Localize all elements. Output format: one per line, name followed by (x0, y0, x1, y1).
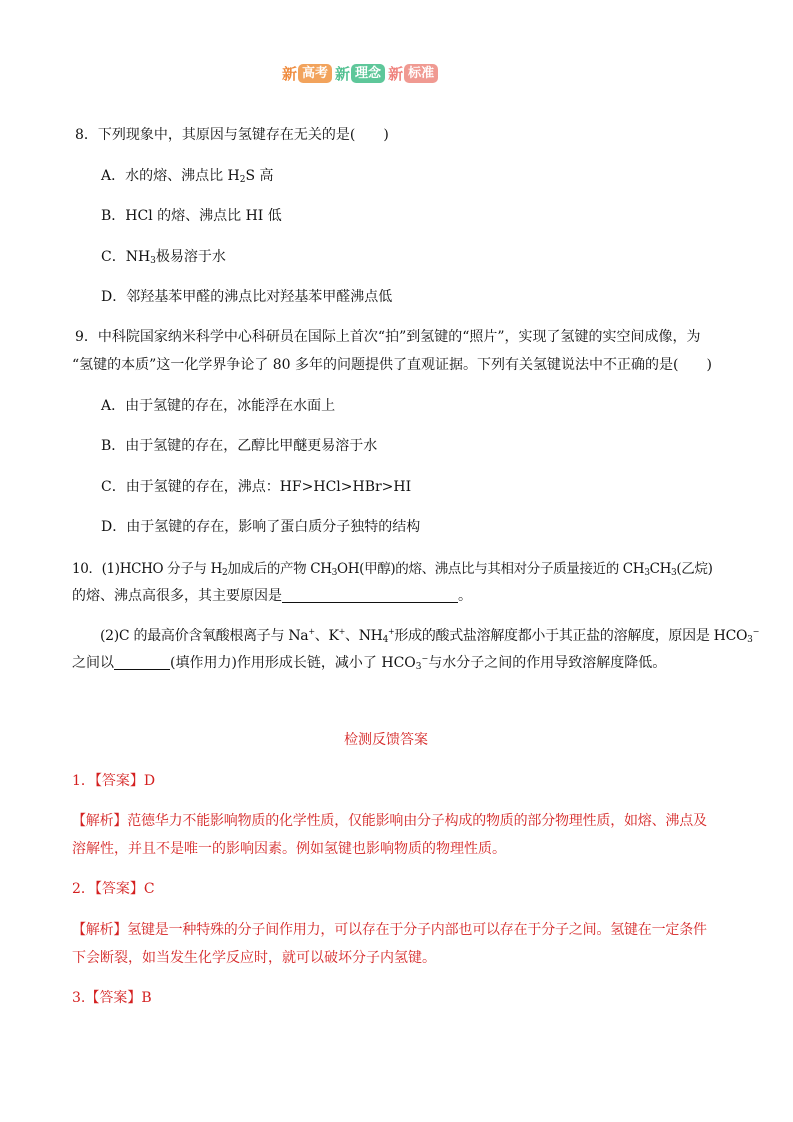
q10-p2-sup3: + (388, 627, 395, 636)
q10-l1-a: 10．(1)HCHO 分子与 H (72, 561, 222, 577)
q8-option-a (101, 165, 274, 185)
q10-answer-blank-1[interactable] (282, 588, 458, 603)
q9-option-a: A．由于氢键的存在，冰能浮在水面上 (101, 398, 336, 414)
q8-option-c (101, 246, 226, 266)
q10-l1-e: (乙烷) (676, 561, 713, 577)
header-badge-gaokao: 高考 (298, 64, 332, 83)
q8-a-text: A．水的熔、沸点比 H (101, 168, 240, 184)
header-badge-biaozhun: 标准 (404, 64, 438, 83)
q10-l1-sub2: 3 (331, 568, 338, 578)
q10-part2-line1 (100, 625, 759, 645)
q8-c-text: C．NH (101, 249, 151, 265)
header-logo (282, 61, 441, 85)
q10-p2-sup4: − (752, 627, 760, 636)
q8-c-text-end: 极易溶于水 (155, 249, 226, 265)
answer-1: 1．【答案】D (72, 773, 156, 789)
q8-option-b: B．HCl 的熔、沸点比 HI 低 (101, 208, 282, 224)
explanation-1-line2: 溶解性，并且不是唯一的影响因素。例如氢键也影响物质的物理性质。 (72, 841, 506, 857)
header-badge-linian: 理念 (351, 64, 385, 83)
q10-p2-a: (2)C 的最高价含氧酸根离子与 Na (100, 628, 309, 644)
q10-l1-sub4: 3 (671, 568, 677, 578)
q10-l1-d: CH (649, 561, 671, 577)
explanation-2-line2: 下会断裂，如当发生化学反应时，就可以破坏分子内氢键。 (72, 950, 436, 966)
q8-a-sub: 2 (239, 175, 246, 185)
q10-p2-sup1: + (308, 627, 315, 636)
explanation-1-line1 (72, 810, 707, 830)
explanation-2-line1 (72, 919, 707, 939)
header-char-2: 新 (335, 64, 351, 83)
header-char-3: 新 (388, 64, 404, 83)
q10-answer-blank-2[interactable] (114, 655, 170, 670)
q10-p3-sub: 3 (415, 662, 422, 672)
q8-c-sub: 3 (150, 256, 156, 266)
q10-p2-sub1: 4 (382, 635, 389, 645)
q10-l1-sub1: 2 (222, 568, 228, 578)
q10-l2-end: 。 (458, 588, 472, 604)
q9-stem-line1: 9．中科院国家纳米科学中心科研员在国际上首次“拍”到氢键的“照片”，实现了氢键的实空间成像，为 (75, 329, 701, 345)
q10-l1-c: OH(甲醇)的熔、沸点比与其相对分子质量接近的 CH (337, 561, 645, 577)
q10-p2-sub2: 3 (747, 635, 753, 645)
q10-line2 (72, 585, 472, 605)
q10-l1-sub3: 3 (644, 568, 650, 578)
explanation-1-text: 范德华力不能影响物质的化学性质，仅能影响由分子构成的物质的部分物理性质，如熔、沸点及 (127, 813, 707, 829)
q10-p3-c: 与水分子之间的作用导致溶解度降低。 (428, 655, 667, 671)
q10-p3-a: 之间以 (72, 655, 114, 671)
q8-stem: 8．下列现象中，其原因与氢键存在无关的是( ) (75, 127, 389, 143)
q9-option-b: B．由于氢键的存在，乙醇比甲醚更易溶于水 (101, 438, 378, 454)
q9-option-c: C．由于氢键的存在，沸点：HF>HCl>HBr>HI (101, 479, 412, 495)
q10-p3-sup: − (421, 654, 429, 663)
explanation-1-label: 【解析】 (72, 813, 128, 829)
q10-p2-sup2: + (338, 627, 346, 636)
q10-p2-d: 形成的酸式盐溶解度都小于其正盐的溶解度，原因是 HCO (394, 628, 748, 644)
q9-option-d: D．由于氢键的存在，影响了蛋白质分子独特的结构 (101, 519, 421, 535)
q9-stem-line2: “氢键的本质”这一化学界争论了 80 多年的问题提供了直观证据。下列有关氢键说法中不正确的是( ) (72, 357, 712, 373)
explanation-2-text: 氢键是一种特殊的分子间作用力，可以存在于分子内部也可以存在于分子之间。氢键在一定条件 (127, 922, 707, 938)
q8-option-d: D．邻羟基苯甲醛的沸点比对羟基苯甲醛沸点低 (101, 289, 393, 305)
q10-part2-line2 (72, 652, 666, 672)
q10-l1-b: 加成后的产物 CH (227, 561, 332, 577)
q8-a-text-end: S 高 (245, 168, 274, 184)
explanation-2-label: 【解析】 (72, 922, 128, 938)
answers-title: 检测反馈答案 (344, 732, 428, 748)
q10-l2-text: 的熔、沸点高很多，其主要原因是 (72, 588, 282, 604)
header-char-1: 新 (282, 64, 298, 83)
q10-p3-b: (填作用力)作用形成长链，减小了 HCO (170, 655, 416, 671)
q10-line1 (72, 557, 713, 578)
answer-2: 2．【答案】C (72, 881, 155, 897)
answer-3: 3.【答案】B (72, 990, 152, 1006)
q10-p2-c: 、NH (345, 628, 383, 644)
q10-p2-b: 、K (314, 628, 339, 644)
